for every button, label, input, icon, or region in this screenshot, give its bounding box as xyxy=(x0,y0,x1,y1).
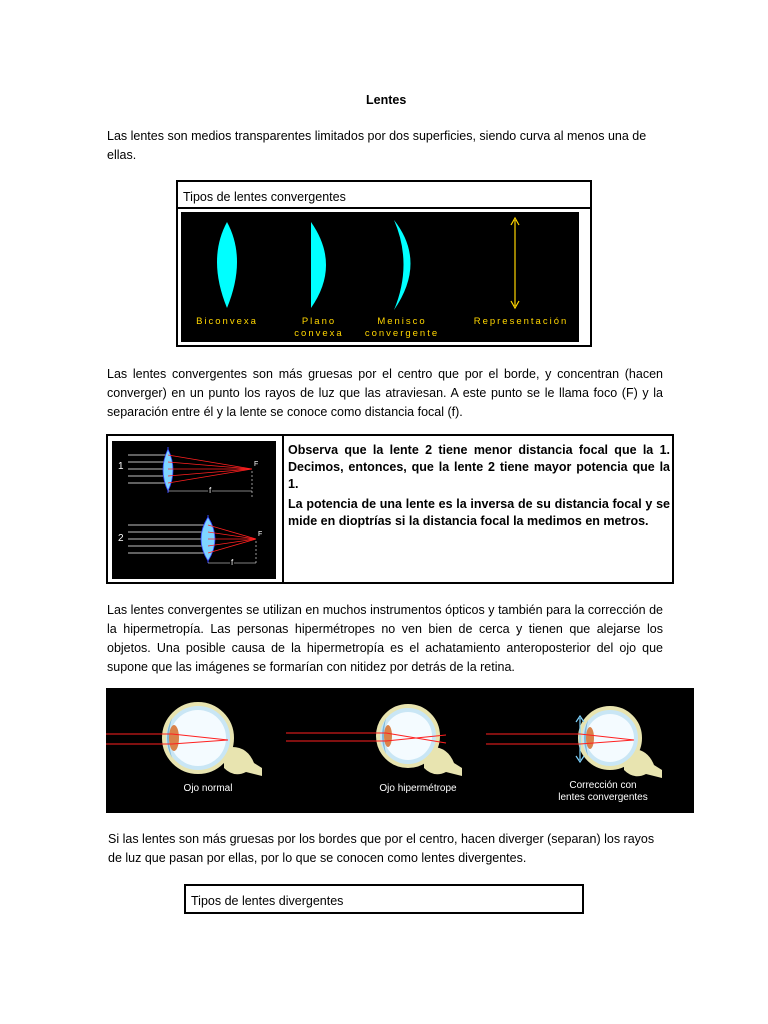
table-converging-body xyxy=(176,207,592,347)
lens-2-converging xyxy=(208,525,256,553)
caption-menisco: Menisco convergente xyxy=(364,316,440,339)
biconvex-lens xyxy=(217,222,237,308)
eye-corrected xyxy=(486,708,662,778)
caption-biconvexa: Biconvexa xyxy=(196,316,258,327)
lens-2-rays xyxy=(128,525,208,553)
plano-convex-lens xyxy=(311,222,326,308)
table-diverging-header xyxy=(184,884,584,914)
label-lens-2: 2 xyxy=(118,533,124,544)
converging-lenses-image xyxy=(181,212,579,342)
caption-correccion: Corrección con lentes convergentes xyxy=(558,780,648,803)
eye-hyperopic xyxy=(286,706,462,776)
label-focus-2: F xyxy=(258,531,263,538)
converging-paragraph: Las lentes convergentes son más gruesas por el centro que por el borde, y concentran (hacen converger) en un punto los rayos de luz que las atraviesan. A este punto se le llama foco (F) y la separación entre él y la lente se conoce como distancia focal (f). xyxy=(107,367,663,419)
focal-svg xyxy=(112,441,276,579)
focal-text-2: La potencia de una lente es la inversa de su distancia focal y se mide en dioptrías si la distancia focal la medimos en metros. xyxy=(288,497,670,528)
page-title: Lentes xyxy=(366,93,407,107)
table2-header-label: Tipos de lentes divergentes xyxy=(191,894,344,908)
table-divider xyxy=(282,436,284,582)
focal-length-table xyxy=(106,434,674,584)
caption-ojo-normal: Ojo normal xyxy=(183,783,233,794)
diverging-paragraph: Si las lentes son más gruesas por los bordes que por el centro, hacen diverger (separan) los rayos de luz que pasan por ellas, por lo que se conocen como lentes divergentes. xyxy=(108,832,655,865)
label-lens-1: 1 xyxy=(118,461,124,472)
lens-1-rays xyxy=(128,455,168,483)
label-focal-1: f xyxy=(209,486,212,495)
hyperopia-paragraph: Las lentes convergentes se utilizan en muchos instrumentos ópticos y también para la corrección de la hipermetropía. Las personas hipermétropes no ven bien de cerca y tienen que alejarse los objetos. Una posible causa de la hipermetropía es el achatamiento anteroposterior del ojo que supone que las imágenes se formarían con nitidez por detrás de la retina. xyxy=(107,603,663,674)
lens-1-converging xyxy=(168,455,252,483)
label-focus-1: F xyxy=(254,461,259,468)
caption-plano-convexa: Plano convexa xyxy=(294,316,344,339)
eyes-image xyxy=(106,688,694,813)
label-focal-2: f xyxy=(231,558,234,567)
eye-normal xyxy=(106,704,262,776)
caption-representacion: Representación xyxy=(473,316,569,327)
caption-ojo-hipermetrope: Ojo hipermétrope xyxy=(379,783,457,794)
intro-paragraph: Las lentes son medios transparentes limitados por dos superficies, siendo curva al menos una de ellas. xyxy=(107,129,647,162)
focal-diagram xyxy=(112,441,276,579)
table-converging-header xyxy=(176,180,592,209)
meniscus-lens xyxy=(394,220,411,310)
table-header-label: Tipos de lentes convergentes xyxy=(183,190,346,204)
focal-text-1: Observa que la lente 2 tiene menor distancia focal que la 1. Decimos, entonces, que la lente 2 tiene mayor potencia que la 1. xyxy=(288,443,670,491)
